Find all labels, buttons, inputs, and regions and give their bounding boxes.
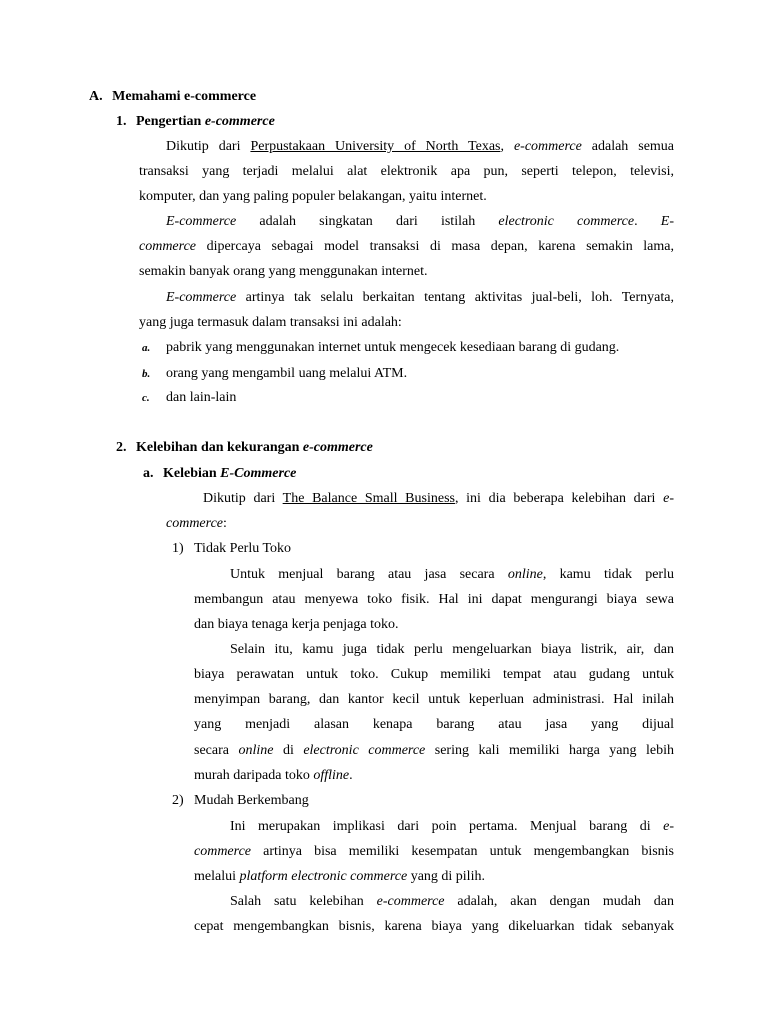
point-1-p2-line-6: murah daripada toko offline. — [194, 768, 353, 783]
list-marker: b. — [142, 368, 151, 380]
sub-a-intro-line-2: commerce: — [166, 516, 227, 531]
point-2-p1-line-1: Ini merupakan implikasi dari poin pertama. Menjual barang di e- — [230, 819, 674, 834]
item-2-marker: 2. — [116, 440, 127, 455]
item-1-p2-line-3: semakin banyak orang yang menggunakan internet. — [139, 264, 428, 279]
point-2-p1-line-2: commerce artinya bisa memiliki kesempatan untuk mengembangkan bisnis — [194, 844, 674, 859]
item-1-marker: 1. — [116, 114, 127, 129]
point-1-p2-line-1: Selain itu, kamu juga tidak perlu mengeluarkan biaya listrik, air, dan — [230, 642, 674, 657]
point-1-p2-line-5: secara online di electronic commerce sering kali memiliki harga yang lebih — [194, 743, 674, 758]
section-a-title: Memahami e-commerce — [112, 89, 257, 104]
point-1-p1-line-1: Untuk menjual barang atau jasa secara online, kamu tidak perlu — [230, 567, 674, 582]
list-item-text: pabrik yang menggunakan internet untuk mengecek kesediaan barang di gudang. — [166, 340, 620, 355]
point-1-p2-line-4: yang menjadi alasan kenapa barang atau jasa yang dijual — [194, 717, 674, 732]
item-1-heading — [116, 113, 275, 131]
section-a-marker: A. — [89, 89, 103, 104]
point-2-p2-line-1: Salah satu kelebihan e-commerce adalah, akan dengan mudah dan — [230, 894, 674, 909]
point-1-p2-line-3: menyimpan barang, dan kantor kecil untuk keperluan administrasi. Hal inilah — [194, 692, 674, 707]
point-1-marker: 1) — [172, 541, 184, 556]
point-2-title: Mudah Berkembang — [194, 793, 309, 808]
point-1-p1-line-2: membangun atau menyewa toko fisik. Hal ini dapat mengurangi biaya sewa — [194, 592, 674, 607]
list-marker: a. — [142, 342, 151, 354]
item-2-title-italic: e-commerce — [302, 440, 373, 455]
item-2-title-pre: Kelebihan dan kekurangan — [136, 440, 303, 455]
section-a-heading — [89, 88, 256, 106]
item-2-heading — [116, 439, 373, 457]
item-1-p3-line-1: E-commerce artinya tak selalu berkaitan tentang aktivitas jual-beli, loh. Ternyata, — [166, 290, 674, 305]
item-1-p1-line-3: komputer, dan yang paling populer belakangan, yaitu internet. — [139, 189, 487, 204]
point-1-p1-line-3: dan biaya tenaga kerja penjaga toko. — [194, 617, 399, 632]
source-link-unt[interactable]: Perpustakaan University of North Texas — [250, 139, 501, 154]
sub-a-marker: a. — [143, 466, 154, 481]
item-1-p2-line-1: E-commerce adalah singkatan dari istilah electronic commerce. E- — [166, 214, 674, 229]
item-1-p3-line-2: yang juga termasuk dalam transaksi ini adalah: — [139, 315, 402, 330]
item-1-title-italic: e-commerce — [204, 114, 275, 129]
sub-a-intro-line-1: Dikutip dari The Balance Small Business, ini dia beberapa kelebihan dari e- — [203, 491, 674, 506]
sub-a-heading: a. Kelebian E-Commerce — [143, 466, 297, 481]
point-2-p1-line-3: melalui platform electronic commerce yang di pilih. — [194, 869, 485, 884]
list-item-text: orang yang mengambil uang melalui ATM. — [166, 366, 408, 381]
point-1-p2-line-2: biaya perawatan untuk toko. Cukup memiliki tempat atau gudang untuk — [194, 667, 674, 682]
item-1-p1-line-1: Dikutip dari Perpustakaan University of North Texas, e-commerce adalah semua — [166, 139, 675, 154]
point-2-p2-line-2: cepat mengembangkan bisnis, karena biaya yang dikeluarkan tidak sebanyak — [194, 919, 674, 934]
point-2-marker: 2) — [172, 793, 184, 808]
source-link-balance[interactable]: The Balance Small Business — [282, 491, 455, 506]
list-item — [142, 339, 150, 357]
point-1-title: Tidak Perlu Toko — [194, 541, 292, 556]
item-1-p2-line-2: commerce dipercaya sebagai model transaksi di masa depan, karena semakin lama, — [139, 239, 674, 254]
list-marker: c. — [142, 392, 150, 404]
item-1-title-pre: Pengertian — [136, 114, 205, 129]
list-item — [142, 365, 150, 383]
list-item — [142, 389, 150, 407]
item-1-p1-line-2: transaksi yang terjadi melalui alat elektronik apa pun, seperti telepon, televisi, — [139, 164, 674, 179]
list-item-text: dan lain-lain — [166, 390, 237, 405]
